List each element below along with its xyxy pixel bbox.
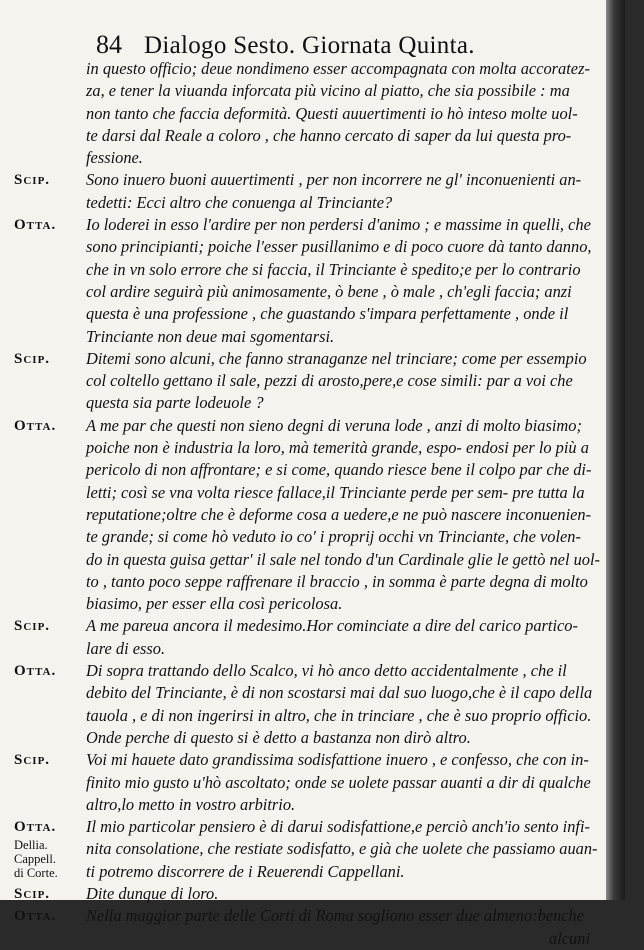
speaker-label: Scip. xyxy=(14,885,51,902)
text-line: Dite dunque di loro. xyxy=(86,883,219,903)
speaker-label: Otta. xyxy=(14,819,57,836)
text-line: za, e tener la viuanda inforcata più vicino al piatto, che sia possibile : ma xyxy=(86,81,570,101)
text-line: altro,lo metto in vostro arbitrio. xyxy=(86,794,296,814)
text-line: che in vn solo errore che si faccia, il Trinciante è spedito;e per lo contrario xyxy=(86,259,581,279)
text-line: reputatione;oltre che è deforme cosa a uedere,e ne può nascere inconuenien- xyxy=(86,504,592,524)
text-line: tauola , e di non ingerirsi in altro, che in trinciare , che è suo proprio officio. xyxy=(86,705,592,725)
speaker-label: Otta. xyxy=(14,908,57,925)
speech-text xyxy=(86,816,614,883)
text-line: Voi mi hauete dato grandissima sodisfattione inuero , e confesso, che con in- xyxy=(86,750,589,770)
catchword: alcuni xyxy=(549,928,590,948)
text-line: Di sopra trattando dello Scalco, vi hò anco detto accidentalmente , che il xyxy=(86,661,567,681)
text-line: A me par che questi non sieno degni di veruna lode , anzi di molto biasimo; xyxy=(86,415,582,435)
speaker-label: Scip. xyxy=(14,618,51,635)
text-line: ti potremo discorrere de i Reuerendi Cappellani. xyxy=(86,861,405,881)
speaker-column xyxy=(14,348,86,415)
speaker-label: Otta. xyxy=(14,217,57,234)
dialogue-speech xyxy=(14,905,614,927)
running-head: Dialogo Sesto. Giornata Quinta. xyxy=(144,32,475,59)
speaker-column xyxy=(14,415,86,616)
text-line: pericolo di non affrontare; e si come, quando riesce bene il colpo par che di- xyxy=(86,460,592,480)
text-line: Trinciante non deue mai sgomentarsi. xyxy=(86,326,335,346)
text-line: fessione. xyxy=(86,148,143,168)
text-line: letti; così se vna volta riesce fallace,il Trinciante perde per sem- pre tutta la xyxy=(86,482,585,502)
text-line: in questo officio; deue nondimeno esser accompagnata con molta accoratez- xyxy=(86,59,590,78)
speaker-column xyxy=(14,749,86,816)
dialogue-speech xyxy=(14,58,614,169)
speaker-column xyxy=(14,883,86,905)
speaker-label: Scip. xyxy=(14,172,51,189)
text-line: questa sia parte lodeuole ? xyxy=(86,393,264,413)
speaker-column xyxy=(14,169,86,214)
text-line: tedetti: Ecci altro che conuenga al Trinciante? xyxy=(86,192,393,212)
text-line: poiche non è industria la loro, mà temerità grande, espo- endosi per lo più a xyxy=(86,438,589,458)
margin-note: Cappell. xyxy=(14,852,57,867)
text-line: sono principianti; poiche l'esser pusillanimo e di poco cuore dà tanto danno, xyxy=(86,237,592,257)
text-line: Io loderei in esso l'ardire per non perdersi d'animo ; e massime in quelli, che xyxy=(86,215,591,235)
speaker-label: Otta. xyxy=(14,663,57,680)
dialogue-speech xyxy=(14,749,614,816)
speech-text xyxy=(86,615,614,660)
speaker-column xyxy=(14,905,86,927)
text-line: Onde perche di questo si è detto a bastanza non dirò altro. xyxy=(86,727,471,747)
text-line: Ditemi sono alcuni, che fanno stranaganze nel trinciare; come per essempio xyxy=(86,348,587,368)
text-line: nita consolatione, che restiate sodisfatto, e già che uolete che passiamo auan- xyxy=(86,839,598,859)
speech-text xyxy=(86,660,614,749)
speech-text xyxy=(86,348,614,415)
speaker-column xyxy=(14,816,86,883)
text-line: A me pareua ancora il medesimo.Hor cominciate a dire del carico partico- xyxy=(86,616,578,636)
dialogue-speech xyxy=(14,214,614,348)
text-line: lare di esso. xyxy=(86,638,166,658)
dialogue-speech xyxy=(14,615,614,660)
speaker-label: Scip. xyxy=(14,752,51,769)
page-number: 84 xyxy=(96,30,122,59)
margin-note: Dellia. xyxy=(14,838,48,853)
text-line: debito del Trinciante, è di non scostarsi mai dal suo luogo,che è il capo della xyxy=(86,683,593,703)
text-line: do in questa guisa gettar' il sale nel tondo d'un Cardinale glie le gettò nel uol- xyxy=(86,549,601,569)
text-line: questa è una professione , che guastando s'impara perfettamente , onde il xyxy=(86,304,569,324)
text-line: Sono inuero buoni auuertimenti , per non incorrere ne gl' inconuenienti an- xyxy=(86,170,582,190)
text-line: te grande; si come hò veduto io co' i proprij occhi vn Trinciante, che volen- xyxy=(86,527,581,547)
speaker-label: Scip. xyxy=(14,350,51,367)
dialogue-speech xyxy=(14,816,614,883)
dialogue-speech xyxy=(14,415,614,616)
page-body xyxy=(14,58,614,950)
margin-note: di Corte. xyxy=(14,866,58,881)
dialogue-speech xyxy=(14,883,614,905)
speech-text xyxy=(86,169,614,214)
dialogue-speech xyxy=(14,348,614,415)
speaker-column xyxy=(14,58,86,169)
text-line: non tanto che faccia deformità. Questi auuertimenti io hò inteso molte uol- xyxy=(86,103,578,123)
speaker-column xyxy=(14,615,86,660)
speech-text xyxy=(86,214,614,348)
speaker-column xyxy=(14,214,86,348)
speaker-column xyxy=(14,660,86,749)
text-line: Nella maggior parte delle Corti di Roma sogliono esser due almeno:benche xyxy=(86,906,585,926)
page-edge-shadow xyxy=(606,0,625,900)
text-line: col coltello gettano il sale, pezzi di arosto,pere,e cose simili: par a voi che xyxy=(86,371,573,391)
dialogue-speech xyxy=(14,169,614,214)
speech-text xyxy=(86,749,614,816)
speech-text xyxy=(86,905,614,927)
speech-text xyxy=(86,415,614,616)
speech-text xyxy=(86,883,614,905)
text-line: col ardire seguirà più animosamente, ò bene , ò male , ch'egli faccia; anzi xyxy=(86,281,572,301)
text-line: te darsi dal Reale a coloro , che hanno cercato di saper da lui questa pro- xyxy=(86,125,572,145)
text-line: to , tanto poco seppe raffrenare il braccio , in somma è parte degna di molto xyxy=(86,571,588,591)
page-header xyxy=(96,30,616,60)
text-line: Il mio particolar pensiero è di darui sodisfattione,e perciò anch'io sento infi- xyxy=(86,817,590,837)
speech-text xyxy=(86,58,614,169)
dialogue-speech xyxy=(14,660,614,749)
speaker-label: Otta. xyxy=(14,417,57,434)
text-line: finito mio gusto u'hò ascoltato; onde se uolete passar auanti a dir di qualche xyxy=(86,772,591,792)
text-line: biasimo, per esser ella così pericolosa. xyxy=(86,594,343,614)
